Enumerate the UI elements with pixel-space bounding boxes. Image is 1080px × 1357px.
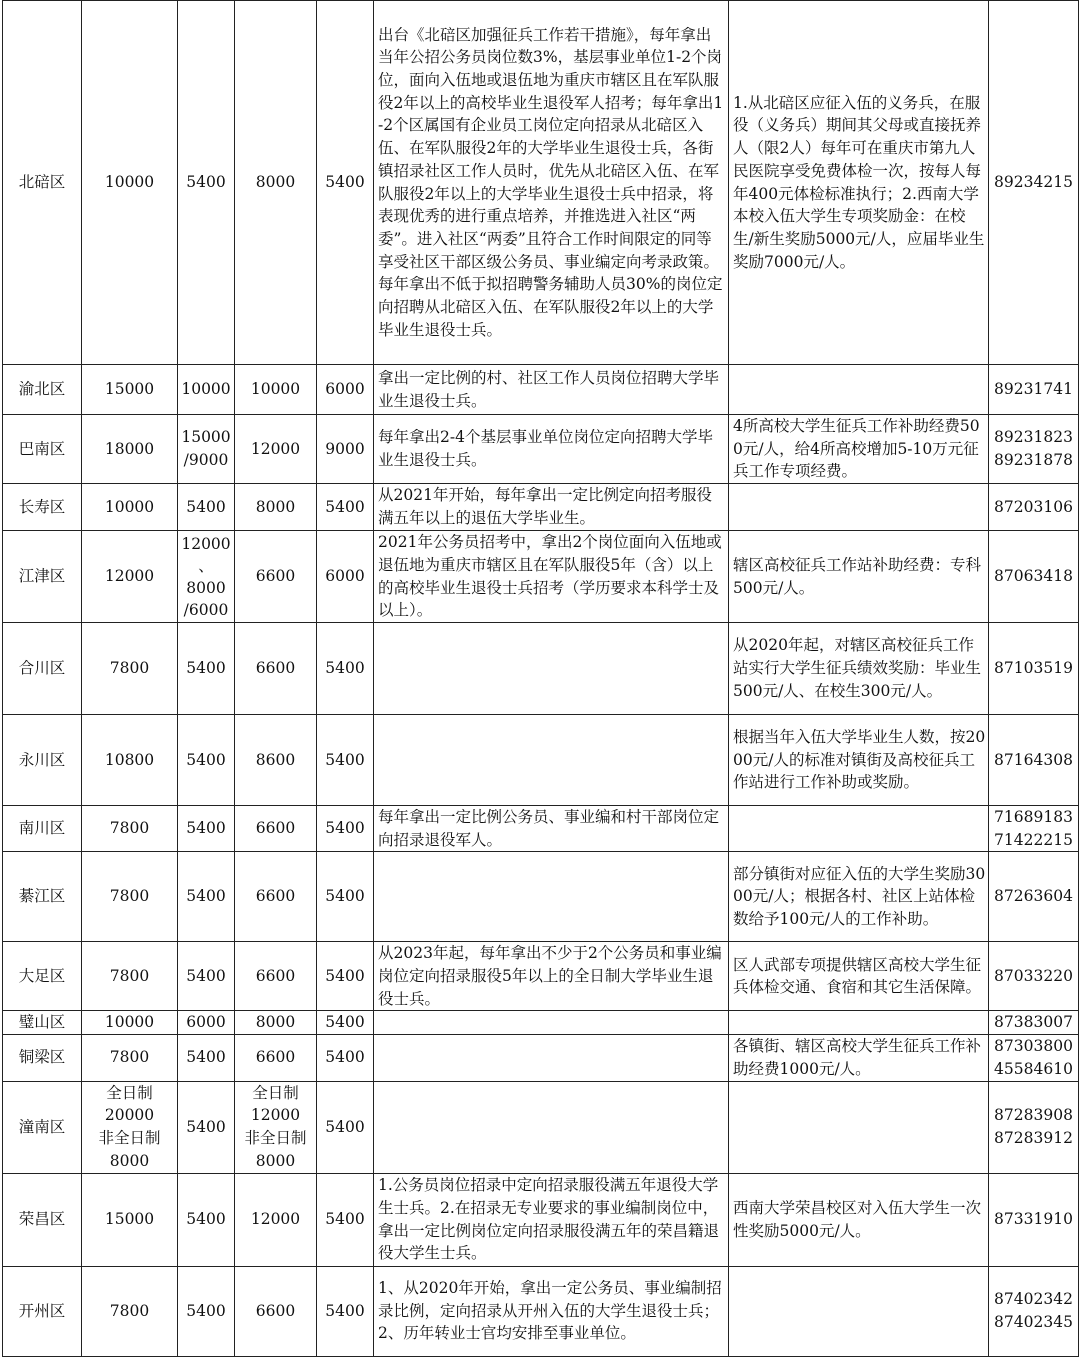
table-row (3, 415, 1079, 484)
amount-cell: 7800 (82, 622, 178, 714)
policy-cell: 从2021年开始，每年拿出一定比例定向招考服役满五年以上的退伍大学毕业生。 (374, 484, 729, 531)
amount-cell: 10000 (235, 365, 317, 415)
amount-cell: 5400 (317, 805, 374, 851)
amount-cell: 5400 (178, 714, 235, 805)
phone-cell: 87103519 (989, 622, 1079, 714)
amount-cell: 5400 (178, 942, 235, 1011)
subsidy-cell (729, 484, 989, 531)
amount-cell: 5400 (317, 1266, 374, 1356)
policy-cell (374, 852, 729, 942)
subsidy-cell (729, 1081, 989, 1173)
district-cell: 南川区 (3, 805, 82, 851)
policy-cell: 1、从2020年开始，拿出一定公务员、事业编制招录比例，定向招录从开州入伍的大学生退役士兵；2、历年转业士官均安排至事业单位。 (374, 1266, 729, 1356)
phone-cell: 71689183 71422215 (989, 805, 1079, 851)
policy-cell: 每年拿出一定比例公务员、事业编和村干部岗位定向招录退役军人。 (374, 805, 729, 851)
policy-cell: 拿出一定比例的村、社区工作人员岗位招聘大学毕业生退役士兵。 (374, 365, 729, 415)
table-row (3, 1266, 1079, 1356)
amount-cell: 5400 (317, 1035, 374, 1081)
district-cell: 大足区 (3, 942, 82, 1011)
amount-cell: 6600 (235, 852, 317, 942)
amount-cell: 5400 (178, 1, 235, 365)
amount-cell: 6600 (235, 805, 317, 851)
amount-cell: 10000 (82, 1, 178, 365)
table-row (3, 484, 1079, 531)
amount-cell: 5400 (178, 1035, 235, 1081)
subsidy-cell: 部分镇街对应征入伍的大学生奖励3000元/人；根据各村、社区上站体检数给予100元/人的工作补助。 (729, 852, 989, 942)
amount-cell: 全日制 20000 非全日制 8000 (82, 1081, 178, 1173)
subsidy-cell: 根据当年入伍大学毕业生人数，按2000元/人的标准对镇街及高校征兵工作站进行工作补助或奖励。 (729, 714, 989, 805)
amount-cell: 15000 /9000 (178, 415, 235, 484)
amount-cell: 10800 (82, 714, 178, 805)
amount-cell: 5400 (317, 1173, 374, 1266)
phone-cell: 87331910 (989, 1173, 1079, 1266)
subsidy-cell: 辖区高校征兵工作站补助经费：专科500元/人。 (729, 531, 989, 623)
amount-cell: 15000 (82, 365, 178, 415)
table-row (3, 1035, 1079, 1081)
amount-cell: 7800 (82, 1266, 178, 1356)
table-row (3, 1081, 1079, 1173)
amount-cell: 5400 (178, 484, 235, 531)
table-row (3, 1011, 1079, 1035)
amount-cell: 5400 (317, 942, 374, 1011)
amount-cell: 10000 (82, 1011, 178, 1035)
amount-cell: 5400 (317, 622, 374, 714)
phone-cell: 89231823 89231878 (989, 415, 1079, 484)
amount-cell: 6600 (235, 942, 317, 1011)
amount-cell: 8600 (235, 714, 317, 805)
table-row (3, 852, 1079, 942)
policy-cell (374, 714, 729, 805)
subsidy-cell: 1.从北碚区应征入伍的义务兵，在服役（义务兵）期间其父母或直接抚养人（限2人）每年可在重庆市第九人民医院享受免费体检一次，按每人每年400元体检标准执行；2.西南大学本校入伍大学生专项奖励金：在校生/新生奖励5000元/人，应届毕业生奖励7000元/人。 (729, 1, 989, 365)
district-cell: 开州区 (3, 1266, 82, 1356)
amount-cell: 5400 (317, 1081, 374, 1173)
amount-cell: 15000 (82, 1173, 178, 1266)
subsidy-cell: 从2020年起，对辖区高校征兵工作站实行大学生征兵绩效奖励：毕业生500元/人、在校生300元/人。 (729, 622, 989, 714)
amount-cell: 6600 (235, 1266, 317, 1356)
district-cell: 荣昌区 (3, 1173, 82, 1266)
policy-cell: 每年拿出2-4个基层事业单位岗位定向招聘大学毕业生退役士兵。 (374, 415, 729, 484)
amount-cell: 8000 (235, 484, 317, 531)
phone-cell: 87303800 45584610 (989, 1035, 1079, 1081)
district-cell: 璧山区 (3, 1011, 82, 1035)
table-row (3, 1, 1079, 365)
amount-cell: 全日制 12000 非全日制 8000 (235, 1081, 317, 1173)
amount-cell: 12000 、 8000 /6000 (178, 531, 235, 623)
table-row (3, 622, 1079, 714)
district-cell: 铜梁区 (3, 1035, 82, 1081)
amount-cell: 5400 (178, 805, 235, 851)
district-cell: 合川区 (3, 622, 82, 714)
table-row (3, 1173, 1079, 1266)
amount-cell: 7800 (82, 942, 178, 1011)
amount-cell: 7800 (82, 805, 178, 851)
amount-cell: 6600 (235, 622, 317, 714)
policy-cell (374, 1081, 729, 1173)
subsidy-cell (729, 1011, 989, 1035)
amount-cell: 7800 (82, 852, 178, 942)
subsidy-cell: 各镇街、辖区高校大学生征兵工作补助经费1000元/人。 (729, 1035, 989, 1081)
subsidy-cell: 4所高校大学生征兵工作补助经费500元/人，给4所高校增加5-10万元征兵工作专项经费。 (729, 415, 989, 484)
amount-cell: 6600 (235, 531, 317, 623)
table-row (3, 365, 1079, 415)
policy-cell: 1.公务员岗位招录中定向招录服役满五年退役大学生士兵。2.在招录无专业要求的事业编制岗位中，拿出一定比例岗位定向招录服役满五年的荣昌籍退役大学生士兵。 (374, 1173, 729, 1266)
district-cell: 巴南区 (3, 415, 82, 484)
amount-cell: 6000 (317, 531, 374, 623)
amount-cell: 12000 (235, 415, 317, 484)
subsidy-cell: 西南大学荣昌校区对入伍大学生一次性奖励5000元/人。 (729, 1173, 989, 1266)
subsidy-table (2, 0, 1079, 1357)
district-cell: 长寿区 (3, 484, 82, 531)
amount-cell: 5400 (317, 714, 374, 805)
policy-cell: 从2023年起，每年拿出不少于2个公务员和事业编岗位定向招录服役5年以上的全日制大学毕业生退役士兵。 (374, 942, 729, 1011)
amount-cell: 6000 (178, 1011, 235, 1035)
amount-cell: 5400 (178, 622, 235, 714)
amount-cell: 6600 (235, 1035, 317, 1081)
district-cell: 潼南区 (3, 1081, 82, 1173)
amount-cell: 5400 (178, 1173, 235, 1266)
amount-cell: 7800 (82, 1035, 178, 1081)
amount-cell: 12000 (235, 1173, 317, 1266)
amount-cell: 5400 (317, 1, 374, 365)
amount-cell: 5400 (178, 1266, 235, 1356)
district-cell: 北碚区 (3, 1, 82, 365)
amount-cell: 18000 (82, 415, 178, 484)
phone-cell: 87402342 87402345 (989, 1266, 1079, 1356)
phone-cell: 87063418 (989, 531, 1079, 623)
policy-cell (374, 1011, 729, 1035)
phone-cell: 87283908 87283912 (989, 1081, 1079, 1173)
phone-cell: 87263604 (989, 852, 1079, 942)
amount-cell: 8000 (235, 1, 317, 365)
subsidy-cell (729, 1266, 989, 1356)
subsidy-cell: 区人武部专项提供辖区高校大学生征兵体检交通、食宿和其它生活保障。 (729, 942, 989, 1011)
amount-cell: 5400 (178, 852, 235, 942)
amount-cell: 10000 (82, 484, 178, 531)
amount-cell: 9000 (317, 415, 374, 484)
subsidy-cell (729, 365, 989, 415)
amount-cell: 5400 (317, 1011, 374, 1035)
policy-cell (374, 1035, 729, 1081)
policy-cell: 出台《北碚区加强征兵工作若干措施》，每年拿出当年公招公务员岗位数3%，基层事业单位1-2个岗位，面向入伍地或退伍地为重庆市辖区且在军队服役2年以上的高校毕业生退役军人招考；每年拿出1-2个区属国有企业员工岗位定向招录从北碚区入伍、在军队服役2年的大学毕业生退役士兵，各街镇招录社区工作人员时，优先从北碚区入伍、在军队服役2年以上的大学毕业生退役士兵中招录，将表现优秀的进行重点培养，并推选进入社区“两委”。进入社区“两委”且符合工作时间限定的同等享受社区干部区级公务员、事业编定向考录政策。每年拿出不低于拟招聘警务辅助人员30%的岗位定向招聘从北碚区入伍、在军队服役2年以上的大学毕业生退役士兵。 (374, 1, 729, 365)
district-cell: 綦江区 (3, 852, 82, 942)
district-cell: 渝北区 (3, 365, 82, 415)
amount-cell: 8000 (235, 1011, 317, 1035)
policy-cell (374, 622, 729, 714)
district-cell: 江津区 (3, 531, 82, 623)
table-row (3, 942, 1079, 1011)
amount-cell: 10000 (178, 365, 235, 415)
phone-cell: 87033220 (989, 942, 1079, 1011)
district-cell: 永川区 (3, 714, 82, 805)
phone-cell: 89234215 (989, 1, 1079, 365)
amount-cell: 12000 (82, 531, 178, 623)
phone-cell: 89231741 (989, 365, 1079, 415)
amount-cell: 5400 (317, 852, 374, 942)
amount-cell: 6000 (317, 365, 374, 415)
amount-cell: 5400 (178, 1081, 235, 1173)
amount-cell: 5400 (317, 484, 374, 531)
table-row (3, 714, 1079, 805)
phone-cell: 87383007 (989, 1011, 1079, 1035)
phone-cell: 87164308 (989, 714, 1079, 805)
table-row (3, 805, 1079, 851)
subsidy-cell (729, 805, 989, 851)
policy-cell: 2021年公务员招考中，拿出2个岗位面向入伍地或退伍地为重庆市辖区且在军队服役5年（含）以上的高校毕业生退役士兵招考（学历要求本科学士及以上）。 (374, 531, 729, 623)
phone-cell: 87203106 (989, 484, 1079, 531)
table-row (3, 531, 1079, 623)
